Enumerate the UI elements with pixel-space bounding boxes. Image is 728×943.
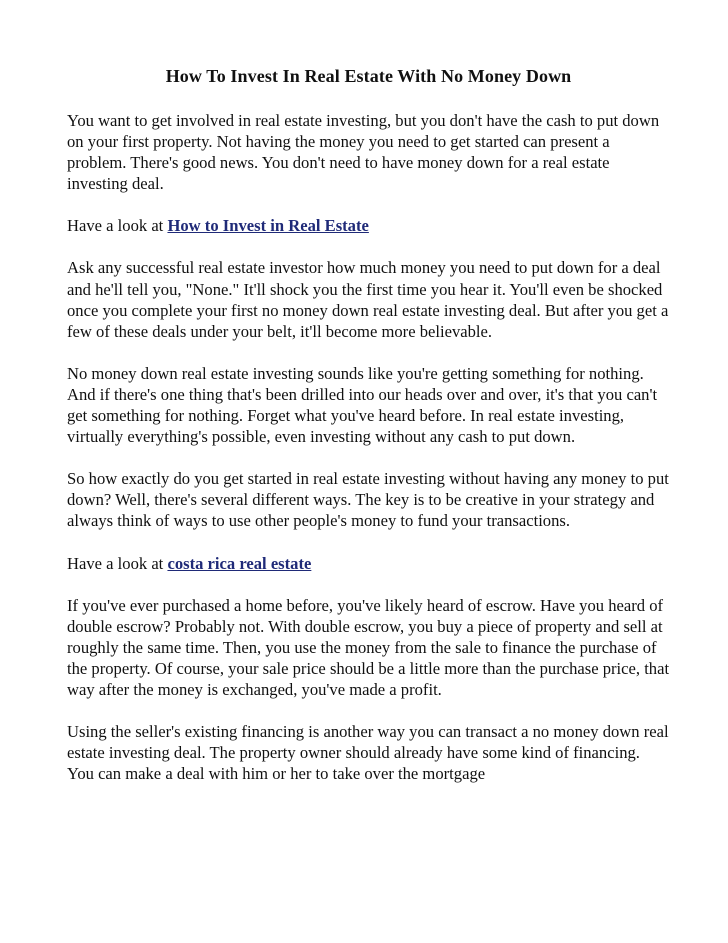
look-at-line-1 [67, 215, 670, 236]
paragraph-something-for-nothing: No money down real estate investing sounds like you're getting something for nothing. And if there's one thing that's been drilled into our heads over and over, it's that you can't get something for nothing. Forget what you've heard before. In real estate investing, virtually everything's possible, even investing without any cash to put down. [67, 363, 658, 447]
paragraph-double-escrow: If you've ever purchased a home before, you've likely heard of escrow. Have you heard of double escrow? Probably not. With double escrow, you buy a piece of property and sell at roughly the same time. Then, you use the money from the sale to finance the purchase of the property. Of course, your sale price should be a little more than the purchase price, that way after the money is exchanged, you've made a profit. [67, 595, 670, 699]
paragraph-successful-investor: Ask any successful real estate investor how much money you need to put down for a deal and he'll tell you, "None." It'll shock you the first time you hear it. You'll even be shocked once you complete your first no money down real estate investing deal. But after you get a few of these deals under your belt, it'll become more believable. [67, 258, 669, 341]
paragraph-seller-financing: Using the seller's existing financing is another way you can transact a no money down real estate investing deal. The property owner should already have some kind of financing. You can make a deal with him or her to take over the mortgage [67, 722, 669, 784]
document-title: How To Invest In Real Estate With No Money Down [165, 66, 572, 86]
look-at-prefix: Have a look at [67, 216, 168, 236]
look-at-line-2 [67, 553, 670, 574]
paragraph-get-started: So how exactly do you get started in real estate investing without having any money to put down? Well, there's several different ways. The key is to be creative in your strategy and always think of ways to use other people's money to fund your transactions. [67, 469, 669, 531]
look-at-prefix: Have a look at [67, 553, 168, 573]
paragraph-intro: You want to get involved in real estate investing, but you don't have the cash to put down on your first property. Not having the money you need to get started can present a problem. There's good news. You don't need to have money down for a real estate investing deal. [67, 111, 660, 194]
costa-rica-link[interactable]: costa rica real estate [167, 553, 312, 573]
how-to-invest-link[interactable]: How to Invest in Real Estate [167, 216, 369, 236]
